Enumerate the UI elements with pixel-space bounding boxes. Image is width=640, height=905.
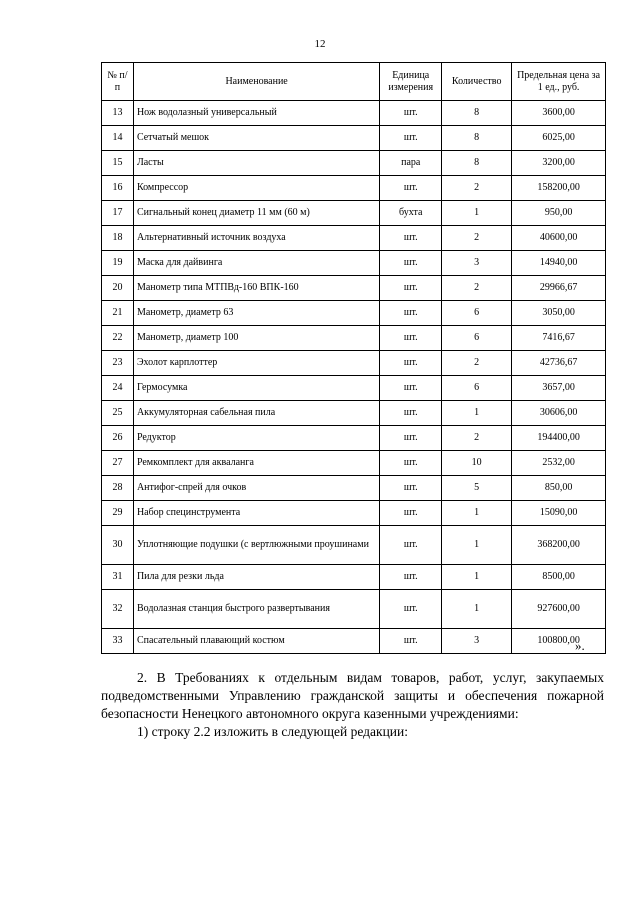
cell-qty: 3 (442, 251, 512, 276)
cell-name: Манометр, диаметр 63 (133, 301, 379, 326)
cell-num: 30 (102, 526, 134, 565)
cell-price: 30606,00 (512, 401, 606, 426)
header-qty: Количество (442, 63, 512, 101)
cell-price: 14940,00 (512, 251, 606, 276)
table-row (102, 476, 606, 501)
cell-price: 368200,00 (512, 526, 606, 565)
table-row (102, 590, 606, 629)
header-name: Наименование (133, 63, 379, 101)
cell-num: 24 (102, 376, 134, 401)
cell-qty: 2 (442, 426, 512, 451)
cell-name: Уплотняющие подушки (с вертлюжными проушинами (133, 526, 379, 565)
cell-unit: шт. (380, 451, 442, 476)
table-row (102, 276, 606, 301)
cell-name: Нож водолазный универсальный (133, 101, 379, 126)
cell-price: 15090,00 (512, 501, 606, 526)
price-table (101, 62, 606, 654)
cell-unit: шт. (380, 101, 442, 126)
cell-name: Маска для дайвинга (133, 251, 379, 276)
cell-name: Эхолот карплоттер (133, 351, 379, 376)
cell-price: 42736,67 (512, 351, 606, 376)
cell-qty: 3 (442, 629, 512, 654)
cell-name: Набор специнструмента (133, 501, 379, 526)
header-unit: Единица измерения (380, 63, 442, 101)
cell-num: 23 (102, 351, 134, 376)
cell-qty: 2 (442, 351, 512, 376)
table-row (102, 251, 606, 276)
cell-unit: шт. (380, 251, 442, 276)
cell-name: Манометр типа МТПВд-160 ВПК-160 (133, 276, 379, 301)
cell-price: 3657,00 (512, 376, 606, 401)
cell-name: Ремкомплект для акваланга (133, 451, 379, 476)
cell-qty: 6 (442, 376, 512, 401)
table-row (102, 126, 606, 151)
cell-name: Манометр, диаметр 100 (133, 326, 379, 351)
cell-unit: пара (380, 151, 442, 176)
cell-unit: шт. (380, 376, 442, 401)
cell-price: 29966,67 (512, 276, 606, 301)
cell-price: 6025,00 (512, 126, 606, 151)
cell-name: Ласты (133, 151, 379, 176)
cell-unit: шт. (380, 629, 442, 654)
cell-price: 3600,00 (512, 101, 606, 126)
cell-num: 28 (102, 476, 134, 501)
cell-qty: 8 (442, 126, 512, 151)
table-row (102, 301, 606, 326)
table-row (102, 326, 606, 351)
cell-price: 158200,00 (512, 176, 606, 201)
cell-num: 27 (102, 451, 134, 476)
cell-price: 8500,00 (512, 565, 606, 590)
cell-unit: бухта (380, 201, 442, 226)
cell-unit: шт. (380, 126, 442, 151)
cell-name: Пила для резки льда (133, 565, 379, 590)
table-row (102, 151, 606, 176)
cell-unit: шт. (380, 565, 442, 590)
table-row (102, 201, 606, 226)
cell-name: Водолазная станция быстрого развертывания (133, 590, 379, 629)
table-row (102, 176, 606, 201)
cell-qty: 2 (442, 176, 512, 201)
header-num: № п/п (102, 63, 134, 101)
cell-num: 26 (102, 426, 134, 451)
cell-qty: 2 (442, 276, 512, 301)
table-row (102, 101, 606, 126)
table-row (102, 565, 606, 590)
cell-price: 3200,00 (512, 151, 606, 176)
table-row (102, 629, 606, 654)
cell-price: 40600,00 (512, 226, 606, 251)
cell-qty: 5 (442, 476, 512, 501)
cell-name: Антифог-спрей для очков (133, 476, 379, 501)
cell-unit: шт. (380, 476, 442, 501)
cell-num: 20 (102, 276, 134, 301)
cell-unit: шт. (380, 176, 442, 201)
cell-num: 18 (102, 226, 134, 251)
cell-qty: 10 (442, 451, 512, 476)
cell-name: Гермосумка (133, 376, 379, 401)
cell-qty: 1 (442, 501, 512, 526)
cell-num: 16 (102, 176, 134, 201)
cell-name: Сигнальный конец диаметр 11 мм (60 м) (133, 201, 379, 226)
cell-unit: шт. (380, 351, 442, 376)
cell-price: 850,00 (512, 476, 606, 501)
cell-price: 2532,00 (512, 451, 606, 476)
cell-unit: шт. (380, 590, 442, 629)
cell-price: 7416,67 (512, 326, 606, 351)
cell-num: 33 (102, 629, 134, 654)
cell-num: 32 (102, 590, 134, 629)
cell-qty: 6 (442, 326, 512, 351)
cell-num: 31 (102, 565, 134, 590)
cell-num: 17 (102, 201, 134, 226)
cell-num: 22 (102, 326, 134, 351)
cell-qty: 1 (442, 565, 512, 590)
cell-unit: шт. (380, 426, 442, 451)
page-number: 12 (314, 38, 326, 50)
cell-qty: 1 (442, 526, 512, 565)
table-body (102, 101, 606, 654)
cell-unit: шт. (380, 226, 442, 251)
cell-name: Аккумуляторная сабельная пила (133, 401, 379, 426)
cell-qty: 2 (442, 226, 512, 251)
cell-qty: 1 (442, 401, 512, 426)
cell-unit: шт. (380, 301, 442, 326)
cell-price: 927600,00 (512, 590, 606, 629)
cell-qty: 8 (442, 151, 512, 176)
cell-num: 15 (102, 151, 134, 176)
cell-num: 13 (102, 101, 134, 126)
cell-unit: шт. (380, 326, 442, 351)
closing-quote: ». (575, 638, 585, 653)
cell-name: Спасательный плавающий костюм (133, 629, 379, 654)
table-header-row (102, 63, 606, 101)
table-row (102, 426, 606, 451)
cell-price: 950,00 (512, 201, 606, 226)
cell-unit: шт. (380, 401, 442, 426)
table-row (102, 526, 606, 565)
table-row (102, 451, 606, 476)
cell-price: 100800,00 (512, 629, 606, 654)
cell-num: 21 (102, 301, 134, 326)
cell-price: 3050,00 (512, 301, 606, 326)
cell-name: Редуктор (133, 426, 379, 451)
cell-num: 29 (102, 501, 134, 526)
table-row (102, 401, 606, 426)
cell-qty: 6 (442, 301, 512, 326)
cell-unit: шт. (380, 276, 442, 301)
cell-num: 25 (102, 401, 134, 426)
paragraph: 1) строку 2.2 изложить в следующей редакции: (137, 723, 409, 739)
cell-qty: 1 (442, 590, 512, 629)
header-price: Предельная цена за 1 ед., руб. (512, 63, 606, 101)
cell-name: Альтернативный источник воздуха (133, 226, 379, 251)
table-row (102, 376, 606, 401)
table-row (102, 351, 606, 376)
cell-name: Компрессор (133, 176, 379, 201)
cell-num: 14 (102, 126, 134, 151)
cell-qty: 1 (442, 201, 512, 226)
cell-num: 19 (102, 251, 134, 276)
cell-unit: шт. (380, 526, 442, 565)
table-row (102, 226, 606, 251)
cell-unit: шт. (380, 501, 442, 526)
cell-price: 194400,00 (512, 426, 606, 451)
paragraph: 2. В Требованиях к отдельным видам товаров, работ, услуг, закупаемых подведомственными Управлению гражданской защиты и обеспечения пожарной безопасности Ненецкого автономного округа казенными учреждениями: (101, 669, 604, 721)
cell-qty: 8 (442, 101, 512, 126)
cell-name: Сетчатый мешок (133, 126, 379, 151)
table-row (102, 501, 606, 526)
